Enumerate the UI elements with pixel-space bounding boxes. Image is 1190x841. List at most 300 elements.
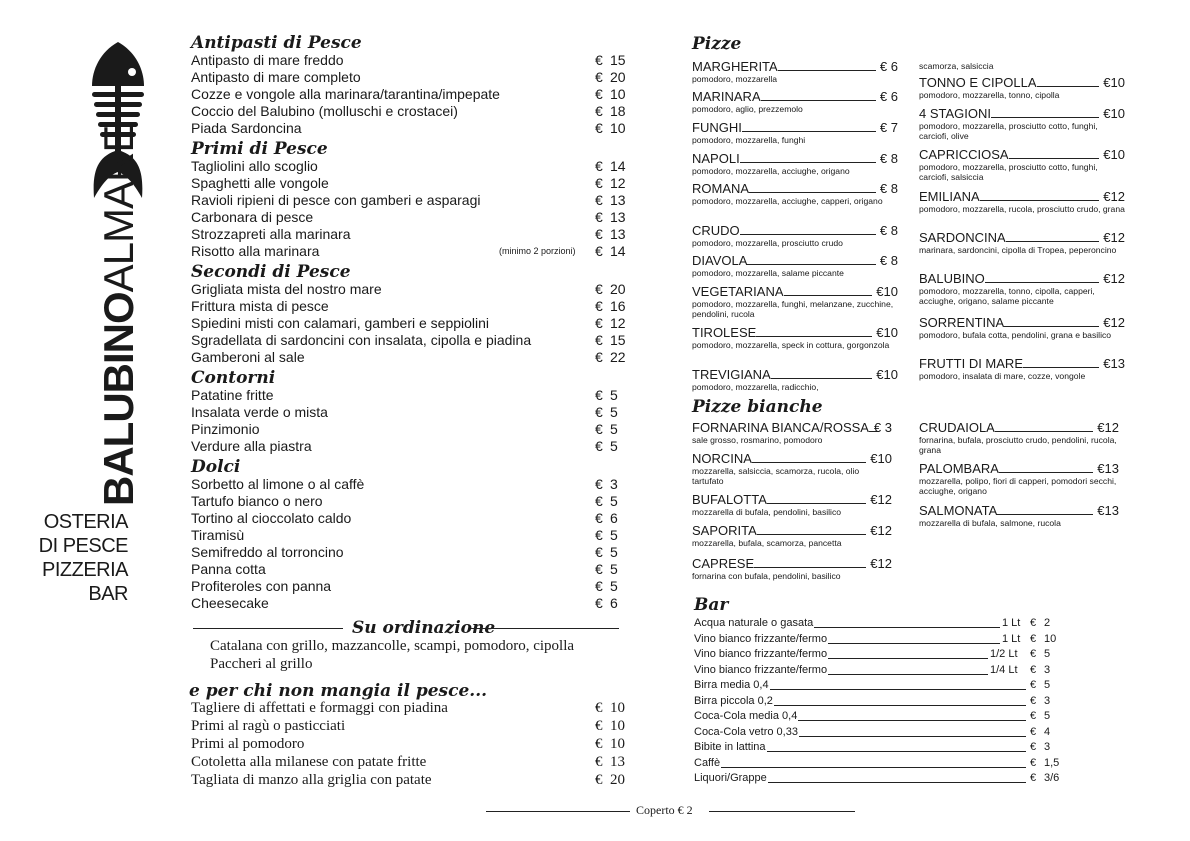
menu-item-name: Ravioli ripieni di pesce con gamberi e asparagi (191, 192, 481, 208)
currency-symbol: € (595, 404, 603, 420)
leader-line (1004, 316, 1099, 327)
pizza-ingredients: pomodoro, mozzarella, radicchio, (692, 382, 819, 392)
pizza-item (692, 452, 892, 486)
pizza-ingredients: pomodoro, mozzarella, funghi (692, 135, 806, 145)
currency-symbol: € (595, 421, 603, 437)
special-item: Catalana con grillo, mazzancolle, scampi, pomodoro, cipolla (210, 638, 575, 654)
menu-item-name: Risotto alla marinara (191, 243, 320, 259)
pizza-name-row (692, 557, 892, 571)
pizza-ingredients: fornarina, bufala, prosciutto crudo, pendolini, rucola, grana (919, 435, 1117, 455)
currency-symbol: € (595, 754, 603, 770)
pizza-item (919, 76, 1125, 100)
pizza-item (692, 285, 898, 319)
pizza-item (919, 190, 1125, 214)
menu-item-name: Sgradellata di sardoncini con insalata, cipolla e piadina (191, 332, 532, 348)
brand-name-light: ALMARE (95, 125, 142, 293)
pizza-name-row (692, 152, 898, 166)
pizza-name: SALMONATA (919, 503, 998, 518)
pizza-name: VEGETARIANA (692, 284, 784, 299)
pizza-price: € 6 (879, 59, 898, 74)
menu-item-price: 5 (610, 387, 618, 403)
pizza-item (919, 421, 1119, 455)
pizza-price: €12 (1097, 420, 1119, 435)
pizza-price: €12 (1103, 315, 1125, 330)
currency-symbol: € (595, 561, 603, 577)
pizza-item (692, 90, 898, 114)
menu-item-price: 3 (610, 476, 618, 492)
pizza-price: €13 (1097, 461, 1119, 476)
menu-item-price: 6 (610, 595, 618, 611)
pizza-ingredients: mozzarella, polipo, fiori di capperi, pomodori secchi, acciughe, origano (919, 476, 1117, 496)
currency-symbol: € (595, 700, 603, 716)
pizza-name: SORRENTINA (919, 315, 1005, 330)
pizza-name-row (692, 524, 892, 538)
pizza-ingredients: pomodoro, mozzarella, tonno, cipolla (919, 90, 1060, 100)
pizza-ingredients: pomodoro, mozzarella, acciughe, origano (692, 166, 850, 176)
menu-item-price: 5 (610, 438, 618, 454)
menu-item-price: 5 (610, 527, 618, 543)
pizza-price: €10 (1103, 106, 1125, 121)
pizza-ingredients: mozzarella, bufala, scamorza, pancetta (692, 538, 842, 548)
menu-item-price: 13 (610, 192, 626, 208)
pizza-ingredients: mozzarella, salsiccia, scamorza, rucola, olio tartufato (692, 466, 860, 486)
leader-line (999, 462, 1093, 473)
bar-item-price: 1,5 (1044, 756, 1060, 769)
pizza-name: FRUTTI DI MARE (919, 356, 1023, 371)
bar-item-quantity: 1 Lt (1002, 617, 1021, 629)
pizza-name-row (692, 182, 898, 196)
tagline-line: PIZZERIA (41, 559, 128, 581)
leader-line (757, 524, 866, 535)
pizza-name-row (692, 121, 898, 135)
pizza-name-row (692, 368, 898, 382)
menu-item-price: 20 (610, 772, 625, 788)
pizza-name: NORCINA (692, 451, 752, 466)
bar-item-price: 5 (1044, 679, 1051, 691)
currency-symbol: € (1030, 756, 1037, 769)
section-title-primi: Primi di Pesce (191, 139, 328, 159)
menu-item-name: Semifreddo al torroncino (191, 544, 344, 560)
leader-line (798, 720, 1026, 721)
bar-item-price: 5 (1044, 710, 1051, 722)
menu-item-name: Cotoletta alla milanese con patate fritte (191, 754, 427, 770)
menu-item-name: Piada Sardoncina (191, 120, 302, 136)
menu-item-name: Pinzimonio (191, 421, 260, 437)
pizza-name-row (692, 326, 898, 340)
menu-item-name: Cheesecake (191, 595, 269, 611)
menu-item-name: Primi al pomodoro (191, 736, 305, 752)
currency-symbol: € (1030, 772, 1037, 784)
bar-item-price: 4 (1044, 725, 1051, 738)
bar-item-price: 2 (1044, 617, 1051, 629)
pizza-ingredients: pomodoro, mozzarella, prosciutto cotto, funghi, carciofi, salsiccia (919, 162, 1098, 182)
leader-line (740, 152, 876, 163)
leader-line (768, 782, 1026, 783)
bar-item-name: Coca-Cola media 0,4 (694, 710, 798, 722)
leader-line (1023, 357, 1099, 368)
leader-line (767, 751, 1026, 752)
tagline-line: DI PESCE (38, 535, 128, 557)
currency-symbol: € (1030, 694, 1037, 707)
pizza-ingredients: fornarina con bufala, pendolini, basilico (692, 571, 841, 581)
pizza-price: € 8 (879, 253, 898, 268)
menu-item-price: 13 (610, 754, 625, 770)
leader-line (754, 557, 866, 568)
leader-line (721, 767, 1026, 768)
menu-item-name: Gamberoni al sale (191, 349, 305, 365)
menu-item-name: Carbonara di pesce (191, 209, 314, 225)
pizza-name-row (692, 90, 898, 104)
currency-symbol: € (1030, 648, 1037, 660)
pizza-name: EMILIANA (919, 189, 980, 204)
currency-symbol: € (595, 281, 603, 297)
pizza-name: MARGHERITA (692, 59, 778, 74)
bar-item-price: 3 (1044, 663, 1051, 676)
bar-item-price: 10 (1044, 632, 1057, 645)
currency-symbol: € (595, 120, 603, 136)
leader-line (771, 368, 872, 379)
pizza-name: CAPRICCIOSA (919, 147, 1009, 162)
menu-item-name: Sorbetto al limone o al caffè (191, 476, 365, 492)
pizza-price: €10 (870, 451, 892, 466)
pizza-item (692, 368, 898, 392)
pizza-name-row (692, 493, 892, 507)
menu-item-price: 20 (610, 69, 626, 85)
leader-line (1009, 148, 1099, 159)
pizza-ingredients: pomodoro, insalata di mare, cozze, vongole (919, 371, 1086, 381)
bar-item-name: Vino bianco frizzante/fermo (694, 663, 828, 676)
currency-symbol: € (595, 438, 603, 454)
menu-item-name: Antipasto di mare freddo (191, 52, 344, 68)
leader-line (761, 90, 876, 101)
currency-symbol: € (595, 527, 603, 543)
menu-item-name: Tiramisù (191, 527, 245, 543)
pizza-name: NAPOLI (692, 151, 740, 166)
bar-item-name: Birra media 0,4 (694, 679, 769, 691)
section-title-bar: Bar (694, 595, 729, 615)
menu-item-name: Panna cotta (191, 561, 266, 577)
menu-item-price: 5 (610, 404, 618, 420)
pizza-item (692, 557, 892, 581)
section-title-pizze-bianche: Pizze bianche (692, 397, 823, 417)
leader-line (740, 224, 876, 235)
pizza-name-row (919, 231, 1125, 245)
pizza-ingredients: pomodoro, aglio, prezzemolo (692, 104, 803, 114)
leader-line (980, 190, 1099, 201)
pizza-item (919, 272, 1125, 306)
pizza-name-row (919, 190, 1125, 204)
pizza-ingredients: sale grosso, rosmarino, pomodoro (692, 435, 823, 445)
currency-symbol: € (1030, 617, 1037, 629)
menu-item-price: 10 (610, 718, 625, 734)
pizza-price: €12 (1103, 189, 1125, 204)
leader-line (774, 705, 1026, 706)
section-title-su-ordinazione: Su ordinazione (352, 618, 496, 638)
bar-item-price: 5 (1044, 648, 1051, 660)
menu-item-price: 20 (610, 281, 626, 297)
pizza-name-row (919, 272, 1125, 286)
leader-line (742, 121, 876, 132)
pizza-name: BALUBINO (919, 271, 985, 286)
leader-line (1006, 231, 1099, 242)
pizza-ingredients: pomodoro, mozzarella, speck in cottura, gorgonzola (692, 340, 890, 350)
bar-item-price: 3 (1044, 741, 1051, 753)
menu-item-name: Grigliata mista del nostro mare (191, 281, 382, 297)
bar-item-quantity: 1/2 Lt (990, 648, 1018, 660)
tagline-line: BAR (88, 583, 128, 605)
menu-item-name: Spiedini misti con calamari, gamberi e seppiolini (191, 315, 490, 331)
pizza-name-row (919, 316, 1125, 330)
pizza-name-row (919, 76, 1125, 90)
pizza-ingredients: marinara, sardoncini, cipolla di Tropea, peperoncino (919, 245, 1117, 255)
currency-symbol: € (595, 192, 603, 208)
menu-item-price: 13 (610, 209, 626, 225)
currency-symbol: € (595, 243, 603, 259)
menu-item-name: Tartufo bianco o nero (191, 493, 323, 509)
menu-item-price: 22 (610, 349, 626, 365)
currency-symbol: € (595, 578, 603, 594)
leader-line (814, 627, 1000, 628)
pizza-name-row (919, 357, 1125, 371)
pizza-name-row (919, 107, 1125, 121)
currency-symbol: € (595, 718, 603, 734)
menu-item-name: Antipasto di mare completo (191, 69, 361, 85)
menu-item-price: 14 (610, 243, 626, 259)
menu-item-price: 10 (610, 86, 626, 102)
pizza-name-row (692, 60, 898, 74)
tagline-line: OSTERIA (43, 511, 128, 533)
pizza-name: 4 STAGIONI (919, 106, 991, 121)
brand-name (95, 125, 142, 506)
pizza-price: € 8 (879, 223, 898, 238)
pizza-ingredients: pomodoro, bufala cotta, pendolini, grana e basilico (919, 330, 1112, 340)
pizza-price: €10 (876, 284, 898, 299)
menu-item-name: Tagliata di manzo alla griglia con patate (191, 772, 432, 788)
currency-symbol: € (595, 595, 603, 611)
pizza-name: CAPRESE (692, 556, 755, 571)
bar-item-name: Acqua naturale o gasata (694, 617, 814, 629)
divider (193, 628, 343, 629)
menu-item-price: 10 (610, 700, 625, 716)
menu-item-price: 15 (610, 52, 626, 68)
pizza-item (919, 231, 1125, 255)
leader-line (749, 182, 876, 193)
currency-symbol: € (595, 332, 603, 348)
pizza-name-row (692, 421, 892, 435)
currency-symbol: € (1030, 679, 1037, 691)
pizza-name-row (919, 504, 1119, 518)
pizza-ingredients: pomodoro, mozzarella, prosciutto crudo (692, 238, 843, 248)
pizza-ingredients: pomodoro, mozzarella (692, 74, 778, 84)
pizza-item (919, 504, 1119, 528)
pizza-name: TONNO E CIPOLLA (919, 75, 1037, 90)
pizza-name: DIAVOLA (692, 253, 748, 268)
currency-symbol: € (595, 315, 603, 331)
leader-line (995, 421, 1093, 432)
pizza-item (692, 152, 898, 176)
section-title-contorni: Contorni (191, 368, 276, 388)
pizza-name-row (692, 254, 898, 268)
pizza-name-row (692, 224, 898, 238)
pizza-price: €12 (1103, 271, 1125, 286)
bar-item-name: Vino bianco frizzante/fermo (694, 632, 828, 645)
leader-line (985, 272, 1099, 283)
leader-line (767, 493, 866, 504)
leader-line (991, 107, 1099, 118)
pizza-item (692, 421, 892, 445)
pizza-price: €10 (876, 325, 898, 340)
currency-symbol: € (595, 298, 603, 314)
pizza-name-row (919, 462, 1119, 476)
bar-item-name: Vino bianco frizzante/fermo (694, 648, 828, 660)
pizza-name: PALOMBARA (919, 461, 999, 476)
currency-symbol: € (595, 544, 603, 560)
menu-item-price: 12 (610, 315, 626, 331)
pizza-item (919, 316, 1125, 340)
bar-item-name: Liquori/Grappe (694, 772, 767, 784)
bar-item-name: Coca-Cola vetro 0,33 (694, 725, 798, 738)
menu-item-price: 12 (610, 175, 626, 191)
currency-symbol: € (595, 349, 603, 365)
menu-item-name: Insalata verde o mista (191, 404, 328, 420)
pizza-name: TIROLESE (692, 325, 757, 340)
pizza-name-row (919, 148, 1125, 162)
pizza-name: SARDONCINA (919, 230, 1006, 245)
currency-symbol: € (1030, 741, 1037, 753)
bar-item-price: 3/6 (1044, 772, 1060, 784)
pizza-price: €10 (876, 367, 898, 382)
menu-item-price: 10 (610, 120, 626, 136)
pizza-item (919, 148, 1125, 182)
pizza-price: €12 (870, 492, 892, 507)
currency-symbol: € (595, 209, 603, 225)
currency-symbol: € (595, 69, 603, 85)
pizza-price: € 6 (879, 89, 898, 104)
pizza-name: TREVIGIANA (692, 367, 771, 382)
currency-symbol: € (595, 158, 603, 174)
currency-symbol: € (1030, 710, 1037, 722)
menu-item-price: 13 (610, 226, 626, 242)
pizza-item (692, 182, 898, 206)
pizza-name-row (692, 452, 892, 466)
currency-symbol: € (1030, 725, 1037, 738)
leader-line (799, 736, 1026, 737)
currency-symbol: € (595, 226, 603, 242)
section-title-dolci: Dolci (191, 457, 241, 477)
pizza-ingredients: mozzarella di bufala, salmone, rucola (919, 518, 1061, 528)
leader-line (778, 60, 876, 71)
menu-item-name: Frittura mista di pesce (191, 298, 329, 314)
brand-name-bold: BALUBINO (95, 292, 142, 506)
menu-item-note: (minimo 2 porzioni) (499, 246, 576, 256)
menu-item-price: 10 (610, 736, 625, 752)
leader-line (828, 658, 988, 659)
currency-symbol: € (595, 493, 603, 509)
leader-line (756, 326, 872, 337)
divider (471, 628, 619, 629)
pizza-item (919, 462, 1119, 496)
pizza-price: €12 (1103, 230, 1125, 245)
menu-item-price: 5 (610, 544, 618, 560)
currency-symbol: € (595, 86, 603, 102)
menu-item-name: Coccio del Balubino (molluschi e crostacei) (191, 103, 458, 119)
menu-item-name: Profiteroles con panna (191, 578, 332, 594)
pizza-name: FUNGHI (692, 120, 742, 135)
leader-line (1037, 76, 1099, 87)
currency-symbol: € (595, 387, 603, 403)
menu-item-name: Patatine fritte (191, 387, 274, 403)
pizza-price: € 3 (873, 420, 892, 435)
pizza-ingredients: scamorza, salsiccia (919, 61, 994, 71)
pizza-item (692, 326, 898, 350)
section-title-antipasti: Antipasti di Pesce (191, 33, 362, 53)
bar-item-quantity: 1 Lt (1002, 632, 1021, 645)
menu-item-name: Cozze e vongole alla marinara/tarantina/impepate (191, 86, 500, 102)
pizza-name: ROMANA (692, 181, 750, 196)
pizza-name: MARINARA (692, 89, 761, 104)
pizza-ingredients: pomodoro, mozzarella, rucola, prosciutto crudo, grana (919, 204, 1125, 214)
menu-item-price: 5 (610, 561, 618, 577)
pizza-item (692, 524, 892, 548)
pizza-ingredients: pomodoro, mozzarella, salame piccante (692, 268, 844, 278)
pizza-ingredients: pomodoro, mozzarella, tonno, cipolla, capperi, acciughe, origano, salame piccante (919, 286, 1095, 306)
pizza-price: €12 (870, 556, 892, 571)
pizza-price: €13 (1097, 503, 1119, 518)
pizza-ingredients: pomodoro, mozzarella, prosciutto cotto, funghi, carciofi, olive (919, 121, 1098, 141)
pizza-price: €10 (1103, 147, 1125, 162)
currency-symbol: € (595, 103, 603, 119)
pizza-item (919, 107, 1125, 141)
currency-symbol: € (595, 175, 603, 191)
pizza-item (919, 357, 1125, 381)
menu-item-name: Spaghetti alle vongole (191, 175, 329, 191)
pizza-name: SAPORITA (692, 523, 757, 538)
pizza-price: €13 (1103, 356, 1125, 371)
leader-line (747, 254, 876, 265)
menu-item-price: 5 (610, 578, 618, 594)
menu-item-name: Strozzapreti alla marinara (191, 226, 351, 242)
section-title-secondi: Secondi di Pesce (191, 262, 351, 282)
pizza-name: CRUDO (692, 223, 740, 238)
leader-line (784, 285, 872, 296)
bar-item-name: Birra piccola 0,2 (694, 694, 773, 707)
brand-tagline (39, 510, 128, 606)
section-title-pizze: Pizze (692, 34, 742, 54)
bar-item-name: Caffè (694, 756, 721, 769)
menu-item-name: Tagliolini allo scoglio (191, 158, 318, 174)
currency-symbol: € (595, 772, 603, 788)
menu-item-name: Tagliere di affettati e formaggi con piadina (191, 700, 448, 716)
pizza-ingredients: pomodoro, mozzarella, acciughe, capperi, origano (692, 196, 883, 206)
pizza-name: CRUDAIOLA (919, 420, 995, 435)
pizza-name-row (919, 421, 1119, 435)
leader-line (997, 504, 1093, 515)
pizza-name: BUFALOTTA (692, 492, 767, 507)
pizza-ingredients: mozzarella di bufala, pendolini, basilico (692, 507, 842, 517)
pizza-item (692, 254, 898, 278)
pizza-price: € 7 (879, 120, 898, 135)
menu-item-price: 5 (610, 421, 618, 437)
pizza-item (692, 60, 898, 84)
menu-item-name: Primi al ragù o pasticciati (191, 718, 346, 734)
bar-item-price: 3 (1044, 694, 1051, 707)
pizza-name: FORNARINA BIANCA/ROSSA (692, 420, 869, 435)
leader-line (770, 689, 1026, 690)
leader-line (828, 643, 1000, 644)
section-title-non-pesce: e per chi non mangia il pesce... (189, 681, 488, 701)
coperto-note: Coperto € 2 (636, 803, 693, 817)
bar-item-quantity: 1/4 Lt (990, 663, 1018, 676)
